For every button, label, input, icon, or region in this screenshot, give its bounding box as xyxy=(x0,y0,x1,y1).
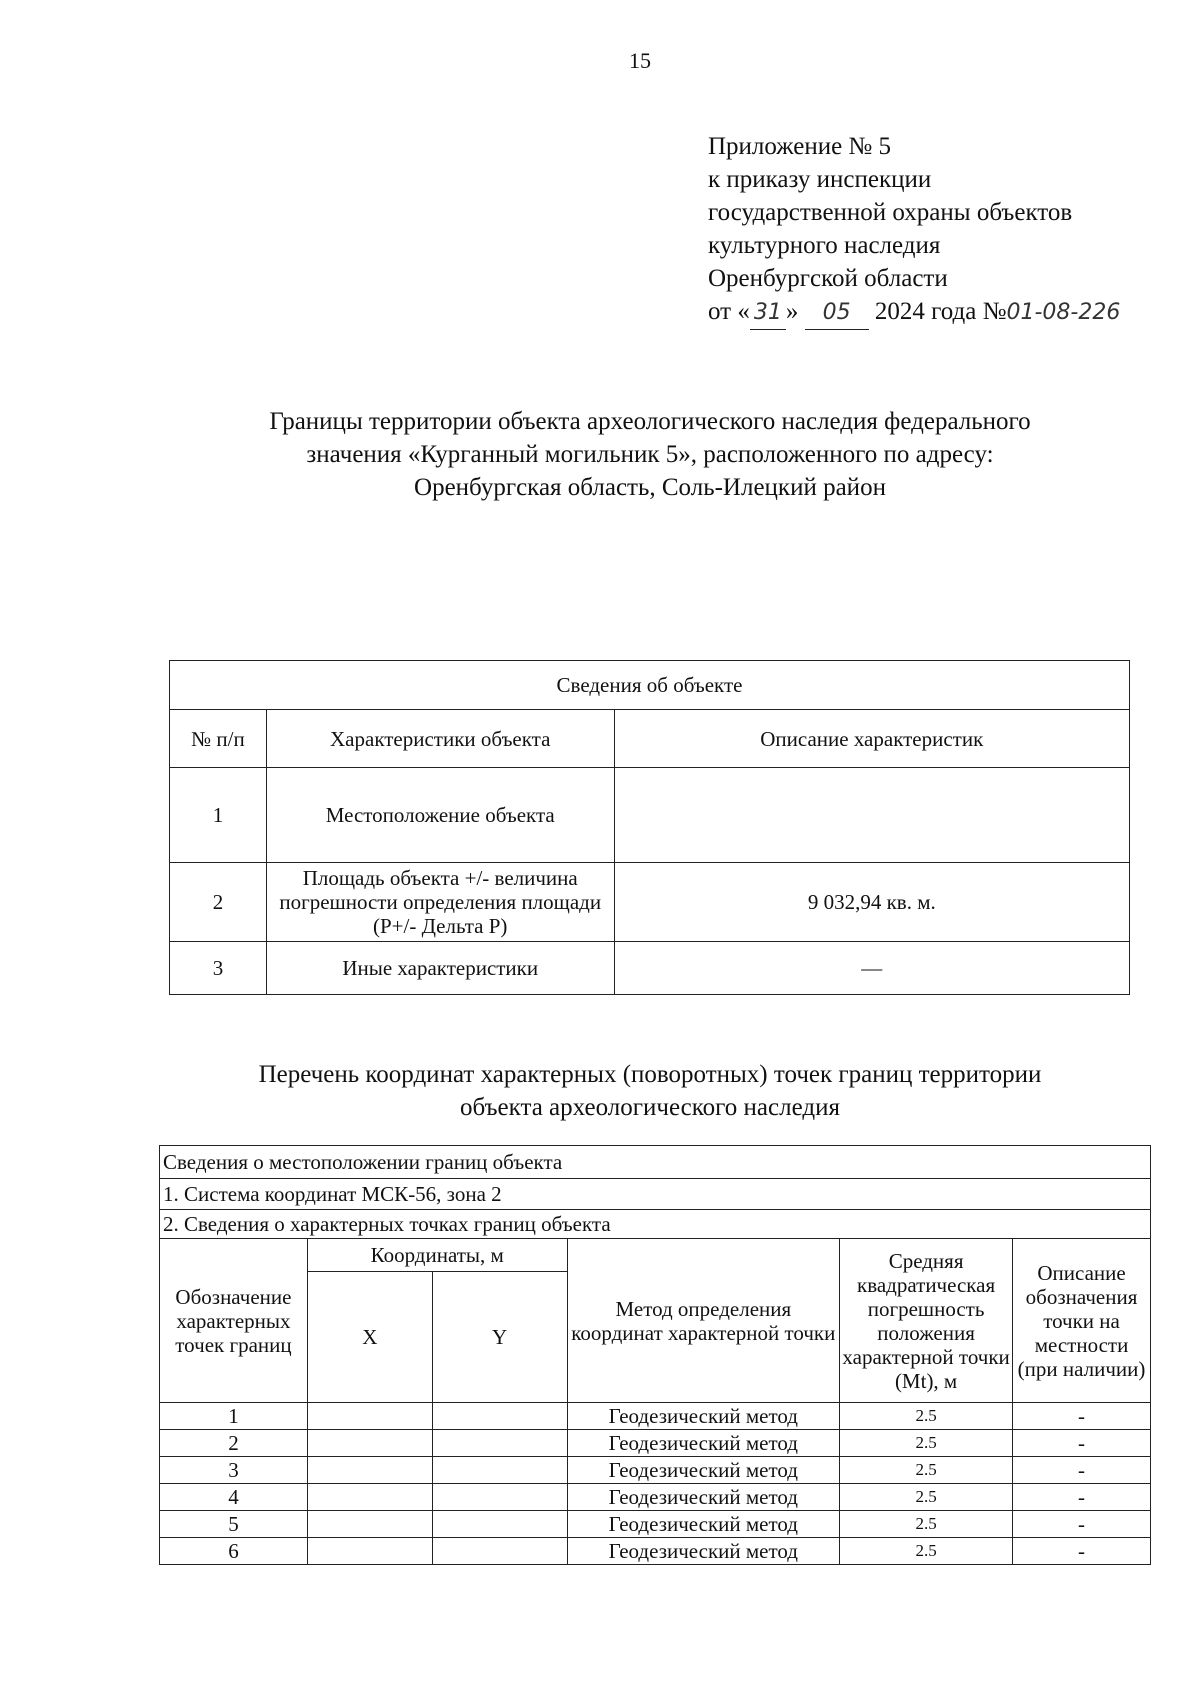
row-value: — xyxy=(614,942,1129,995)
coords-title xyxy=(150,1058,1150,1124)
cell-x xyxy=(307,1403,432,1430)
appendix-line: Оренбургской области xyxy=(708,265,948,292)
row-value: 9 032,94 кв. м. xyxy=(614,863,1129,942)
order-day: 31 xyxy=(750,296,786,330)
header-coords: Координаты, м xyxy=(307,1239,567,1272)
order-month: 05 xyxy=(805,296,869,330)
appendix-line: культурного наследия xyxy=(708,232,941,259)
cell-point: 3 xyxy=(160,1457,308,1484)
header-mt: Средняя квадратическая погрешность положения характерной точки (Mt), м xyxy=(840,1239,1013,1403)
cell-x xyxy=(307,1457,432,1484)
cell-method: Геодезический метод xyxy=(567,1538,840,1565)
object-table-caption: Сведения об объекте xyxy=(170,661,1130,710)
table-row xyxy=(160,1430,1151,1457)
object-info-table xyxy=(169,660,1130,995)
cell-desc: - xyxy=(1013,1484,1151,1511)
title-line: Границы территории объекта археологического наследия федерального xyxy=(269,408,1031,435)
table-row xyxy=(160,1403,1151,1430)
table-row xyxy=(170,768,1130,863)
cell-mt: 2.5 xyxy=(840,1511,1013,1538)
title-line: Перечень координат характерных (поворотных) точек границ территории xyxy=(258,1061,1042,1088)
title-line: Оренбургская область, Соль-Илецкий район xyxy=(414,474,886,501)
cell-point: 4 xyxy=(160,1484,308,1511)
cell-y xyxy=(432,1538,567,1565)
cell-x xyxy=(307,1511,432,1538)
row-num: 1 xyxy=(170,768,267,863)
cell-method: Геодезический метод xyxy=(567,1457,840,1484)
section-coord-system: 1. Система координат МСК-56, зона 2 xyxy=(160,1179,1151,1210)
order-number: 01-08-226 xyxy=(1006,300,1121,325)
coordinates-table xyxy=(159,1145,1151,1565)
cell-mt: 2.5 xyxy=(840,1403,1013,1430)
appendix-block xyxy=(708,130,1120,330)
page-number: 15 xyxy=(629,48,651,73)
date-mid: » xyxy=(785,298,799,325)
header-description: Описание характеристик xyxy=(614,710,1129,768)
title-line: значения «Курганный могильник 5», расположенного по адресу: xyxy=(306,441,994,468)
cell-y xyxy=(432,1430,567,1457)
header-num: № п/п xyxy=(170,710,267,768)
cell-x xyxy=(307,1484,432,1511)
order-date-line xyxy=(708,295,1120,330)
cell-point: 6 xyxy=(160,1538,308,1565)
cell-y xyxy=(432,1403,567,1430)
table-row xyxy=(170,942,1130,995)
table-row xyxy=(160,1511,1151,1538)
cell-y xyxy=(432,1484,567,1511)
cell-point: 1 xyxy=(160,1403,308,1430)
row-name: Площадь объекта +/- величина погрешности определения площади (Р+/- Дельта Р) xyxy=(266,863,614,942)
document-title xyxy=(150,405,1150,504)
order-year: 2024 года № xyxy=(874,298,1007,325)
row-num: 2 xyxy=(170,863,267,942)
section-points: 2. Сведения о характерных точках границ объекта xyxy=(160,1210,1151,1239)
table-row xyxy=(170,863,1130,942)
section-location: Сведения о местоположении границ объекта xyxy=(160,1146,1151,1179)
appendix-line: Приложение № 5 xyxy=(708,133,892,160)
cell-desc: - xyxy=(1013,1430,1151,1457)
cell-y xyxy=(432,1457,567,1484)
cell-mt: 2.5 xyxy=(840,1457,1013,1484)
title-line: объекта археологического наследия xyxy=(460,1094,840,1121)
header-desc: Описание обозначения точки на местности (при наличии) xyxy=(1013,1239,1151,1403)
cell-mt: 2.5 xyxy=(840,1484,1013,1511)
cell-method: Геодезический метод xyxy=(567,1430,840,1457)
row-value xyxy=(614,768,1129,863)
cell-desc: - xyxy=(1013,1511,1151,1538)
table-row xyxy=(160,1457,1151,1484)
header-y: Y xyxy=(432,1272,567,1403)
table-row xyxy=(160,1538,1151,1565)
table-row xyxy=(160,1484,1151,1511)
appendix-line: государственной охраны объектов xyxy=(708,199,1073,226)
cell-desc: - xyxy=(1013,1403,1151,1430)
cell-y xyxy=(432,1511,567,1538)
header-x: X xyxy=(307,1272,432,1403)
cell-x xyxy=(307,1538,432,1565)
cell-method: Геодезический метод xyxy=(567,1403,840,1430)
cell-method: Геодезический метод xyxy=(567,1511,840,1538)
cell-desc: - xyxy=(1013,1457,1151,1484)
cell-x xyxy=(307,1430,432,1457)
appendix-line: к приказу инспекции xyxy=(708,166,932,193)
cell-point: 5 xyxy=(160,1511,308,1538)
row-name: Местоположение объекта xyxy=(266,768,614,863)
cell-mt: 2.5 xyxy=(840,1430,1013,1457)
header-characteristics: Характеристики объекта xyxy=(266,710,614,768)
header-point: Обозначение характерных точек границ xyxy=(160,1239,308,1403)
row-num: 3 xyxy=(170,942,267,995)
cell-point: 2 xyxy=(160,1430,308,1457)
header-method: Метод определения координат характерной точки xyxy=(567,1239,840,1403)
cell-desc: - xyxy=(1013,1538,1151,1565)
cell-method: Геодезический метод xyxy=(567,1484,840,1511)
row-name: Иные характеристики xyxy=(266,942,614,995)
cell-mt: 2.5 xyxy=(840,1538,1013,1565)
date-prefix: от « xyxy=(708,298,750,325)
